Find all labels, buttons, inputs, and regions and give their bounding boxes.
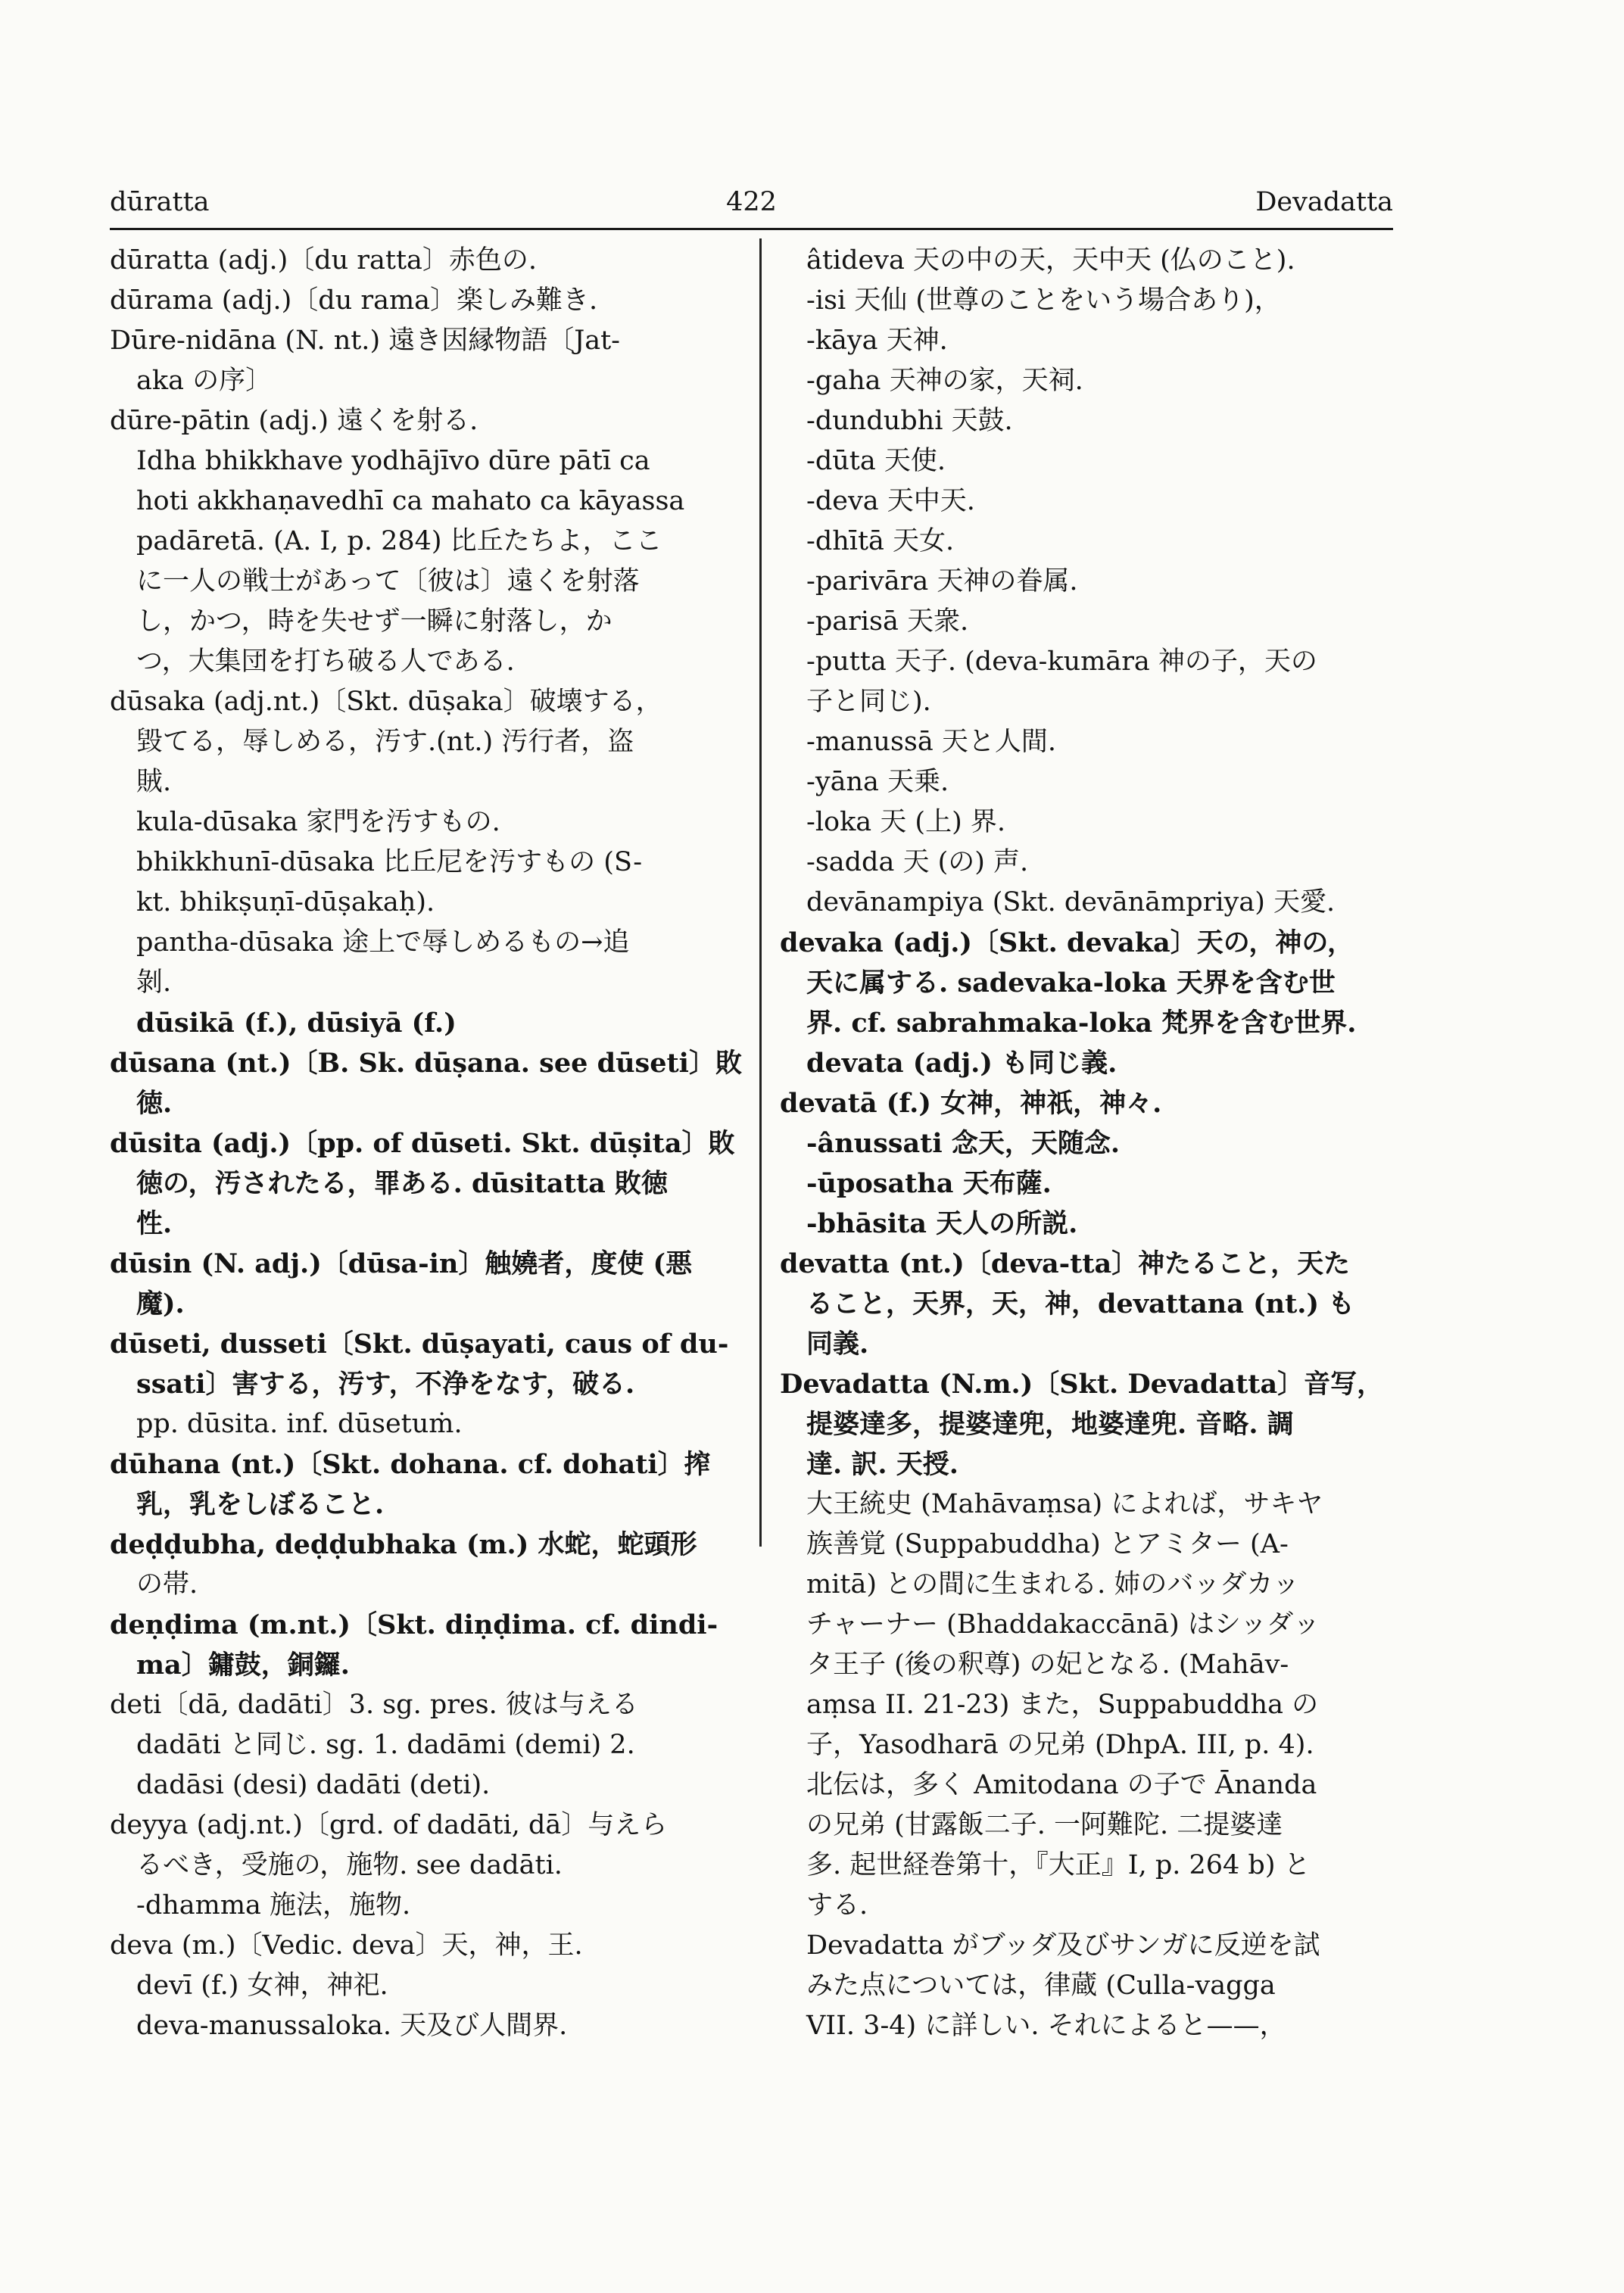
dictionary-line: kt. bhikṣuṇī-dūṣakaḥ). [136, 887, 435, 918]
dictionary-line: -parisā 天衆. [806, 606, 969, 637]
dictionary-line: 徳. [136, 1088, 173, 1119]
dictionary-line: -isi 天仙 (世尊のことをいう場合あり)， [806, 285, 1281, 316]
dictionary-line: 天に属する. sadevaka-loka 天界を含む世 [806, 967, 1336, 999]
dictionary-line: 同義. [806, 1329, 869, 1360]
dictionary-line: -parivāra 天神の眷属. [806, 566, 1078, 597]
dictionary-line: deṇḍima (m.nt.)〔Skt. diṇḍima. cf. dindi- [110, 1609, 718, 1640]
dictionary-line: dūratta (adj.)〔du ratta〕赤色の. [110, 245, 538, 276]
dictionary-line: 提婆達多，提婆達兜，地婆達兜. 音略. 調 [806, 1409, 1294, 1440]
dictionary-line: -bhāsita 天人の所説. [806, 1208, 1078, 1239]
dictionary-line: -dhītā 天女. [806, 526, 955, 556]
dictionary-line: dūsikā (f.), dūsiyā (f.) [136, 1008, 457, 1039]
dictionary-line: 達. 訳. 天授. [806, 1449, 959, 1480]
dictionary-line: padāretā. (A. I, p. 284) 比丘たちよ，ここ [136, 526, 662, 556]
right-column [780, 241, 1393, 2046]
dictionary-line: タ王子 (後の釈尊) の妃となる. (Mahāv- [806, 1650, 1289, 1680]
dictionary-line: dūrama (adj.)〔du rama〕楽しみ難き. [110, 285, 598, 316]
dictionary-line: dūre-pātin (adj.) 遠くを射る. [110, 406, 478, 436]
dictionary-line: 賊. [136, 767, 172, 797]
dictionary-line: VII. 3-4) に詳しい. それによると——， [806, 2011, 1286, 2041]
dictionary-line: dūhana (nt.)〔Skt. dohana. cf. dohati〕搾 [110, 1449, 711, 1480]
dictionary-line: Idha bhikkhave yodhājīvo dūre pātī ca [136, 446, 650, 476]
dictionary-line: devaka (adj.)〔Skt. devaka〕天の，神の， [780, 927, 1354, 958]
dictionary-line: -ūposatha 天布薩. [806, 1168, 1052, 1199]
dictionary-line: hoti akkhaṇavedhī ca mahato ca kāyassa [136, 486, 685, 516]
dictionary-line: deḍḍubha, deḍḍubhaka (m.) 水蛇，蛇頭形 [110, 1529, 697, 1560]
dictionary-line: devatā (f.) 女神，神祇，神々. [780, 1088, 1162, 1119]
dictionary-line: 剝. [136, 967, 172, 998]
dictionary-line: devata (adj.) も同じ義. [806, 1048, 1117, 1079]
dictionary-line: kula-dūsaka 家門を汚すもの. [136, 807, 500, 837]
dictionary-line: deti〔dā, dadāti〕3. sg. pres. 彼は与える [110, 1690, 638, 1720]
header-right-guide-word: Devadatta [1255, 187, 1393, 217]
dictionary-line: 子と同じ). [806, 687, 931, 717]
dictionary-line: deva (m.)〔Vedic. deva〕天，神，王. [110, 1930, 583, 1961]
dictionary-line: Dūre-nidāna (N. nt.) 遠き因縁物語〔Jat- [110, 326, 621, 356]
dictionary-line: -ânussati 念天，天随念. [806, 1128, 1121, 1159]
dictionary-line: し，かつ，時を失せず一瞬に射落し，か [136, 606, 613, 637]
dictionary-line: の帯. [136, 1569, 198, 1600]
dictionary-line: みた点については，律蔵 (Culla-vagga [806, 1971, 1276, 2001]
page-number: 422 [726, 187, 777, 217]
dictionary-line: ssati〕害する，汚す，不浄をなす，破る. [136, 1369, 635, 1400]
dictionary-line: deva-manussaloka. 天及び人間界. [136, 2011, 568, 2041]
dictionary-line: dūsita (adj.)〔pp. of dūseti. Skt. dūṣita〕敗 [110, 1128, 735, 1159]
dictionary-line: -sadda 天 (の) 声. [806, 847, 1029, 877]
dictionary-line: devatta (nt.)〔deva-tta〕神たること，天た [780, 1248, 1351, 1279]
dictionary-line: devānampiya (Skt. devānāmpriya) 天愛. [806, 887, 1336, 918]
dictionary-line: -deva 天中天. [806, 486, 975, 516]
dictionary-line: 北伝は，多く Amitodana の子で Ānanda [806, 1770, 1317, 1800]
dictionary-line: dūsana (nt.)〔B. Sk. dūṣana. see dūseti〕敗 [110, 1048, 742, 1079]
dictionary-line: の兄弟 (甘露飯二子. 一阿難陀. 二提婆達 [806, 1810, 1283, 1840]
dictionary-line: 界. cf. sabrahmaka-loka 梵界を含む世界. [806, 1008, 1357, 1039]
dictionary-line: aṃsa II. 21-23) また，Suppabuddha の [806, 1690, 1319, 1720]
dictionary-line: -putta 天子. (deva-kumāra 神の子，天の [806, 646, 1317, 677]
dictionary-line: Devadatta (N.m.)〔Skt. Devadatta〕音写， [780, 1369, 1384, 1400]
dictionary-line: 徳の，汚されたる，罪ある. dūsitatta 敗徳 [136, 1168, 668, 1199]
dictionary-line: dūseti, dusseti〔Skt. dūṣayati, caus of du- [110, 1329, 729, 1360]
dictionary-line: pantha-dūsaka 途上で辱しめるもの→追 [136, 927, 630, 958]
dictionary-line: Devadatta がブッダ及びサンガに反逆を試 [806, 1930, 1320, 1961]
dictionary-line: -dundubhi 天鼓. [806, 406, 1013, 436]
dictionary-line: に一人の戦士があって〔彼は〕遠くを射落 [136, 566, 640, 597]
dictionary-line: mitā) との間に生まれる. 姉のバッダカッ [806, 1569, 1299, 1600]
dictionary-line: -dūta 天使. [806, 446, 946, 476]
dictionary-line: ma〕鏞鼓，銅鑼. [136, 1650, 350, 1681]
dictionary-line: -gaha 天神の家，天祠. [806, 366, 1083, 396]
dictionary-line: 乳，乳をしぼること. [136, 1489, 385, 1520]
dictionary-line: 族善覚 (Suppabuddha) とアミター (A- [806, 1529, 1289, 1559]
dictionary-line: dūsin (N. adj.)〔dūsa-in〕触嬈者，度使 (悪 [110, 1248, 693, 1279]
column-divider [759, 238, 762, 1547]
dictionary-line: チャーナー (Bhaddakaccānā) はシッダッ [806, 1609, 1320, 1640]
dictionary-line: 性. [136, 1208, 173, 1239]
dictionary-line: する. [806, 1890, 868, 1921]
dictionary-line: 魔). [136, 1288, 185, 1319]
dictionary-line: -kāya 天神. [806, 326, 948, 356]
dictionary-line: 子，Yasodharā の兄弟 (DhpA. III, p. 4). [806, 1730, 1314, 1760]
dictionary-line: -manussā 天と人間. [806, 727, 1057, 757]
dictionary-line: deyya (adj.nt.)〔grd. of dadāti, dā〕与えら [110, 1810, 668, 1840]
dictionary-line: -yāna 天乗. [806, 767, 949, 797]
dictionary-line: bhikkhunī-dūsaka 比丘尼を汚すもの (S- [136, 847, 643, 877]
dictionary-line: aka の序〕 [136, 366, 273, 396]
dictionary-line: 大王統史 (Mahāvaṃsa) によれば，サキヤ [806, 1489, 1323, 1519]
dictionary-line: るべき，受施の，施物. see dadāti. [136, 1850, 563, 1880]
dictionary-line: pp. dūsita. inf. dūsetuṁ. [136, 1409, 463, 1439]
dictionary-line: ること，天界，天，神，devattana (nt.) も [806, 1288, 1355, 1319]
dictionary-line: dadāsi (desi) dadāti (deti). [136, 1770, 491, 1800]
dictionary-line: âtideva 天の中の天，天中天 (仏のこと). [806, 245, 1295, 276]
dictionary-line: 多. 起世経巻第十，『大正』I, p. 264 b) と [806, 1850, 1311, 1880]
dictionary-line: dadāti と同じ. sg. 1. dadāmi (demi) 2. [136, 1730, 635, 1760]
dictionary-line: 毀てる，辱しめる，汚す.(nt.) 汚行者，盗 [136, 727, 634, 757]
dictionary-line: つ，大集団を打ち破る人である. [136, 646, 515, 677]
header-left-guide-word: dūratta [110, 187, 210, 217]
dictionary-line: dūsaka (adj.nt.)〔Skt. dūṣaka〕破壊する， [110, 687, 662, 717]
dictionary-line: -dhamma 施法，施物. [136, 1890, 411, 1921]
running-head [110, 185, 1393, 230]
left-column [110, 241, 746, 2046]
dictionary-line: -loka 天 (上) 界. [806, 807, 1005, 837]
dictionary-line: devī (f.) 女神，神祀. [136, 1971, 388, 2001]
